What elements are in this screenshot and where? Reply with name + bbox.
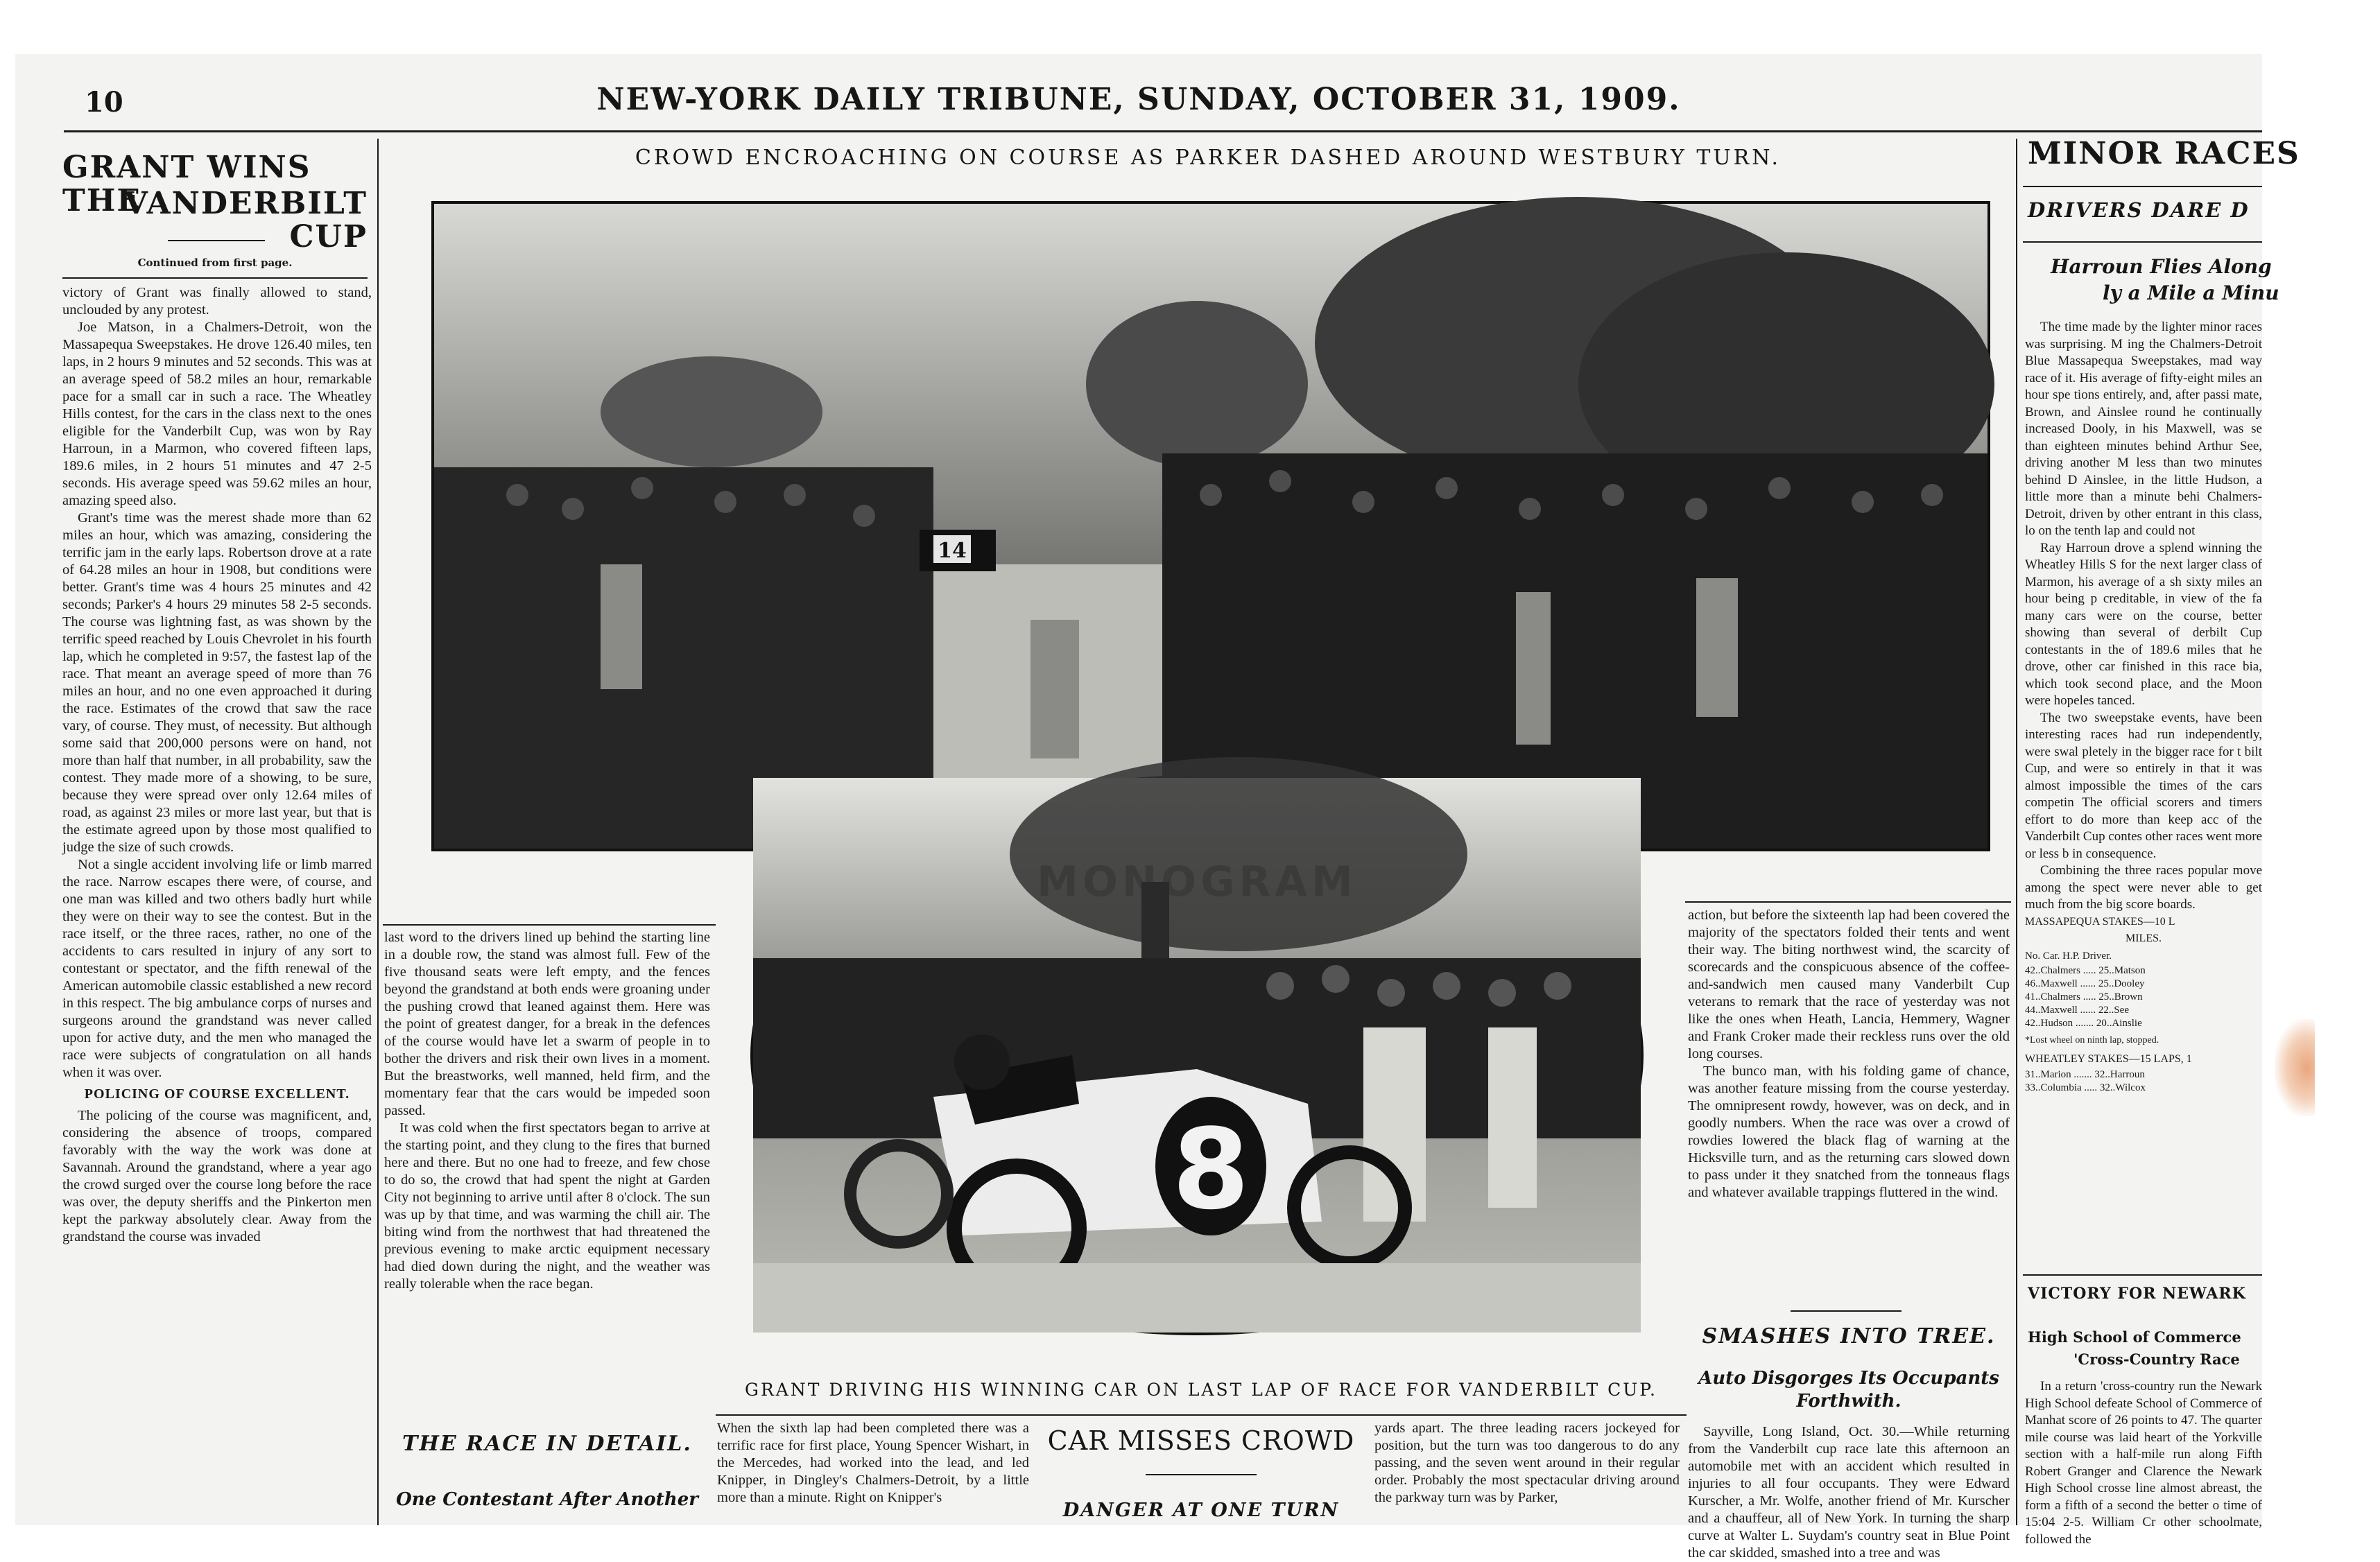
top-photo-car-number: 14 (938, 539, 967, 563)
victory-for-newark-headline: VICTORY FOR NEWARK (2028, 1285, 2246, 1303)
right-story-column (2025, 319, 2262, 1192)
bottom-col-parkway: yards apart. The three leading racers jockeyed for position, but the turn was too dangerous to do any passing, and the seven went around in their regular order. Probably the most spectacular driving around the parkway turn was by Parker, (1374, 1421, 1680, 1505)
drivers-dare-rule (2023, 241, 2262, 243)
high-school-deck-line2: 'Cross-Country Race (2073, 1351, 2240, 1368)
oval-photo-car-number: 8 (1172, 1104, 1250, 1234)
drivers-dare-subhead: DRIVERS DARE D (2028, 198, 2250, 222)
results-table2-title: WHEATLEY STAKES—15 LAPS, 1 (2025, 1053, 2192, 1065)
middle-left-column (384, 929, 710, 1303)
left-paragraph: Not a single accident involving life or limb marred the race. Narrow escapes there were, of course, and one man was killed and two others badly hurt while they were on their way to see the contest. But in the race itself, or the three races, rather, no one of the accidents to cars resulted in injury of any sort to contestant or spectator, and the fifth renewal of the American automobile classic established a new record in this respect. The big ambulance corps of nurses and surgeons around the grandstand was never called upon for active duty, and the men who managed the race were subjects of congratulation on all hands when it was over. (62, 857, 372, 1080)
left-paragraph: Joe Matson, in a Chalmers-Detroit, won the Massapequa Sweepstakes. He drove 126.40 miles, ten laps, in 2 hours 9 minutes and 52 seconds. This was at an average speed of 58.2 miles an hour, remarkable pace for a small car in such a race. The Wheatley Hills contest, for the cars in the class next to the ones eligible for the Vanderbilt Cup, was won by Ray Harroun, in a Marmon, who covered fifteen laps, 189.6 miles, in 2 hours 51 minutes and 47 2-5 seconds. His average speed was 59.62 miles an hour, amazing speed also. (62, 320, 372, 508)
page-number: 10 (85, 86, 123, 119)
crowd-photo-illustration (434, 204, 1987, 849)
right-paragraph: Combining the three races popular move among the spect were never able to get much from the big score boards. (2025, 863, 2262, 912)
results-table-row: 46..Maxwell ...... 25..Dooley (2025, 978, 2145, 989)
top-photo-caption: CROWD ENCROACHING ON COURSE AS PARKER DASHED AROUND WESTBURY TURN. (635, 146, 1782, 170)
smashes-column (1688, 1423, 2010, 1561)
left-story-column (62, 284, 372, 1518)
results-table-row: 42..Hudson ....... 20..Ainslie (2025, 1018, 2142, 1029)
results-table-title: MASSAPEQUA STAKES—10 L (2025, 915, 2175, 928)
car-misses-rule (1146, 1474, 1257, 1475)
results-table-row: 41..Chalmers ..... 25..Brown (2025, 991, 2143, 1003)
left-subhead: POLICING OF COURSE EXCELLENT. (84, 1086, 350, 1102)
victory-rule (2023, 1274, 2262, 1276)
headline-divider (168, 240, 265, 241)
continued-note: Continued from first page. (137, 257, 293, 269)
harroun-deck-line1: Harroun Flies Along (2051, 255, 2272, 278)
right-paragraph: The time made by the lighter minor races was surprising. M ing the Chalmers-Detroit Blue Massapequa Sweepstakes, mad way race of it. His average of fifty-eight miles an hour spe tions entirely, and, after passi mate, Brown, and Ainslee round he continually increased Dooly, in his Maxwell, was se than eighteen minutes behind Arthur See, driving another M less than two minutes behind D Ainslee, in the little Hudson, a little more than a minute behi Chalmers-Detroit, driven by other entrant in this class, lo on the tenth lap and could not (2025, 320, 2262, 538)
column-rule-left (377, 139, 379, 1525)
results-table2-row: 33..Columbia ..... 32..Wilcox (2025, 1082, 2146, 1093)
left-headline-line1: GRANT WINS THE (62, 150, 311, 219)
right-paragraph: Ray Harroun drove a splend winning the Wheatley Hills S for the next larger class of Marmon, his average of a sh sixty miles an hour being p creditable, in view of the fa many cars were on the course, better showing than several of derbilt Cup contestants in the of 189.6 miles that he drove, other car finished in this race bia, which took second place, and the Moon were hopeles tanced. (2025, 540, 2262, 708)
left-paragraph: The policing of the course was magnificent, and, considering the absence of troops, compared favorably with the way the work was done at Savannah. Around the grandstand, where a year ago the crowd surged over the course long before the race was over, the deputy sheriffs and the Pinkerton men kept the parkway absolutely clear. Away from the grandstand the course was invaded (62, 1108, 372, 1244)
results-table2-row: 31..Marion ....... 32..Harroun (2025, 1068, 2145, 1080)
race-in-detail-subhead: THE RACE IN DETAIL. (402, 1432, 692, 1456)
middle-right-column (1688, 907, 2010, 1309)
results-table-header: No. Car. H.P. Driver. (2025, 950, 2112, 962)
race-in-detail-deck: One Contestant After Another (396, 1489, 698, 1510)
smashes-rule (1791, 1310, 1902, 1312)
newspaper-masthead-title: NEW-YORK DAILY TRIBUNE, SUNDAY, OCTOBER 31, 1909. (596, 82, 1681, 117)
continued-rule (62, 277, 368, 279)
left-paragraph: victory of Grant was finally allowed to stand, unclouded by any protest. (62, 285, 372, 318)
middle-right-top-rule (1685, 901, 2011, 903)
harroun-deck-line2: ly a Mile a Minu (2103, 281, 2279, 304)
oval-photo-caption: GRANT DRIVING HIS WINNING CAR ON LAST LAP OF RACE FOR VANDERBILT CUP. (745, 1380, 1657, 1400)
car-misses-crowd-headline: CAR MISSES CROWD (1047, 1425, 1355, 1456)
middle-right-paragraph: The bunco man, with his folding game of chance, was another feature missing from the course yesterday. The omnipresent rowdy, however, was on deck, and in goodly numbers. When the race was over a crowd of rowdies lowered the black flag of warning at the Hicksville turn, and as the returning cars slowed down to pass under it they snatched from the tonneaus flags and whatever available trappings fluttered in the wind. (1688, 1064, 2010, 1200)
bottom-row-rule (716, 1414, 1687, 1416)
middle-left-paragraph: last word to the drivers lined up behind the starting line in a double row, the stand was almost full. Few of the five thousand seats were left empty, and the fences beyond the grandstand at both ends were groaning under the pushing crowd that leaned against them. Here was the point of greatest danger, for a break in the defences of the course would have let a swarm of people in to bother the drivers and risk their own lives in a moment. But the breastworks, well manned, held firm, and the momentary fear that the cars would be impeded soon passed. (384, 930, 710, 1118)
middle-left-paragraph: It was cold when the first spectators began to arrive at the starting point, and they clung to the fires that burned here and there. But no one had to freeze, and few chose to do so, the crowd that had spent the night at Garden City not beginning to arrive until after 8 o'clock. The sun was up by that time, and was warming the chill air. The biting wind from the northwest that had threatened the previous evening to make arctic equipment necessary had died down during the night, and the weather was really tolerable when the race began. (384, 1120, 710, 1292)
right-paragraph: The two sweepstake events, have been interesting races had run independently, were swal pletely in the bigger race for t bilt Cup, and were so entirely in that it was almost impossible the times of the cars competin The official scorers and timers effort to do more than keep acc of the Vanderbilt Cup contes other races went more or less b in consequence. (2025, 710, 2262, 861)
danger-at-one-turn-subhead: DANGER AT ONE TURN (1062, 1500, 1340, 1521)
results-table-row: 44..Maxwell ...... 22..See (2025, 1005, 2129, 1016)
results-table-row: 42..Chalmers ..... 25..Matson (2025, 965, 2146, 976)
minor-races-headline: MINOR RACES (2028, 136, 2300, 171)
middle-right-paragraph: action, but before the sixteenth lap had been covered the majority of the spectators folded their tents and went their way. The biting northwest wind, the scarcity of scorecards and the conspicuous absence of the coffee-and-sandwich men caused many Vanderbilt Cup veterans to remark that the race of yesterday was not like the ones when Heath, Lancia, Hemmery, Wagner and Frank Croker made their reckless runs over the old long courses. (1688, 908, 2010, 1061)
newspaper-page (15, 54, 2300, 1561)
smashes-paragraph: Sayville, Long Island, Oct. 30.—While returning from the Vanderbilt cup race late this afternoon an automobile met with an accident which resulted in injuries to all four occupants. They were Edward Kurscher, a Mr. Wolfe, another friend of Mr. Kurscher and a chauffeur, all of New York. In turning the sharp curve at Walter L. Suydam's country seat in Blue Point the car skidded, smashed into a tree and was (1688, 1424, 2010, 1561)
smashes-into-tree-headline: SMASHES INTO TREE. (1702, 1324, 1996, 1348)
masthead-rule (64, 130, 2262, 132)
paper-stain (2275, 1019, 2315, 1116)
smashes-deck-line2: Forthwith. (1796, 1391, 1902, 1412)
winning-car-oval-photo (750, 775, 1644, 1335)
left-paragraph: Grant's time was the merest shade more than 62 miles an hour, which was amazing, considering the terrific jam in the early laps. Robertson drove at a rate of 64.28 miles an hour in 1908, but conditions were better. Grant's time was 4 hours 25 minutes and 42 seconds; Parker's 4 hours 29 minutes 58 2-5 seconds. The course was lightning fast, as was shown by the terrific speed reached by Louis Chevrolet in his fourth lap, which he completed in 9:57, the fastest lap of the race. That meant an average speed of more than 76 miles an hour, and no one even approached it during the race. Estimates of the crowd that saw the race vary, of course. They must, of necessity. But although some said that 200,000 persons were on hand, not more than half that number, in all probability, saw the contest. They made more of a showing, to be sure, because they were spread over only 12.64 miles of road, as against 23 miles or more last year, but that is the estimate agreed upon by those most qualified to judge the size of such crowds. (62, 510, 372, 855)
results-table-note: *Lost wheel on ninth lap, stopped. (2025, 1035, 2159, 1045)
crowd-photo (431, 201, 1990, 851)
minor-races-rule (2023, 186, 2262, 187)
smashes-deck-line1: Auto Disgorges Its Occupants (1698, 1368, 1999, 1389)
high-school-deck-line1: High School of Commerce (2028, 1328, 2241, 1346)
column-rule-right (2016, 139, 2017, 1525)
results-table-subtitle: MILES. (2125, 932, 2162, 944)
bottom-col-lap-report: When the sixth lap had been completed there was a terrific race for first place, Young Spencer Wishart, in the Mercedes, had worked into the lead, and led Knipper, in Dingley's Chalmers-Detroit, by a little more than a minute. Right on Knipper's (717, 1421, 1029, 1505)
left-headline-line2: VANDERBILT CUP (123, 186, 368, 255)
newark-column (2025, 1378, 2262, 1547)
newark-paragraph: In a return 'cross-country run the Newark High School defeate School of Commerce of Manhat score of 26 points to 47. The quarter mile course was laid heart of the Yorkville section with a half-mile run along Fifth Robert Granger and Clarence the Newark High School crosse line almost abreast, the form a fifth of a second the better o time of 15:04 2-5. William Cr other schoolmate, followed the (2025, 1379, 2262, 1547)
middle-left-top-rule (383, 924, 716, 926)
winning-car-illustration (753, 778, 1641, 1333)
